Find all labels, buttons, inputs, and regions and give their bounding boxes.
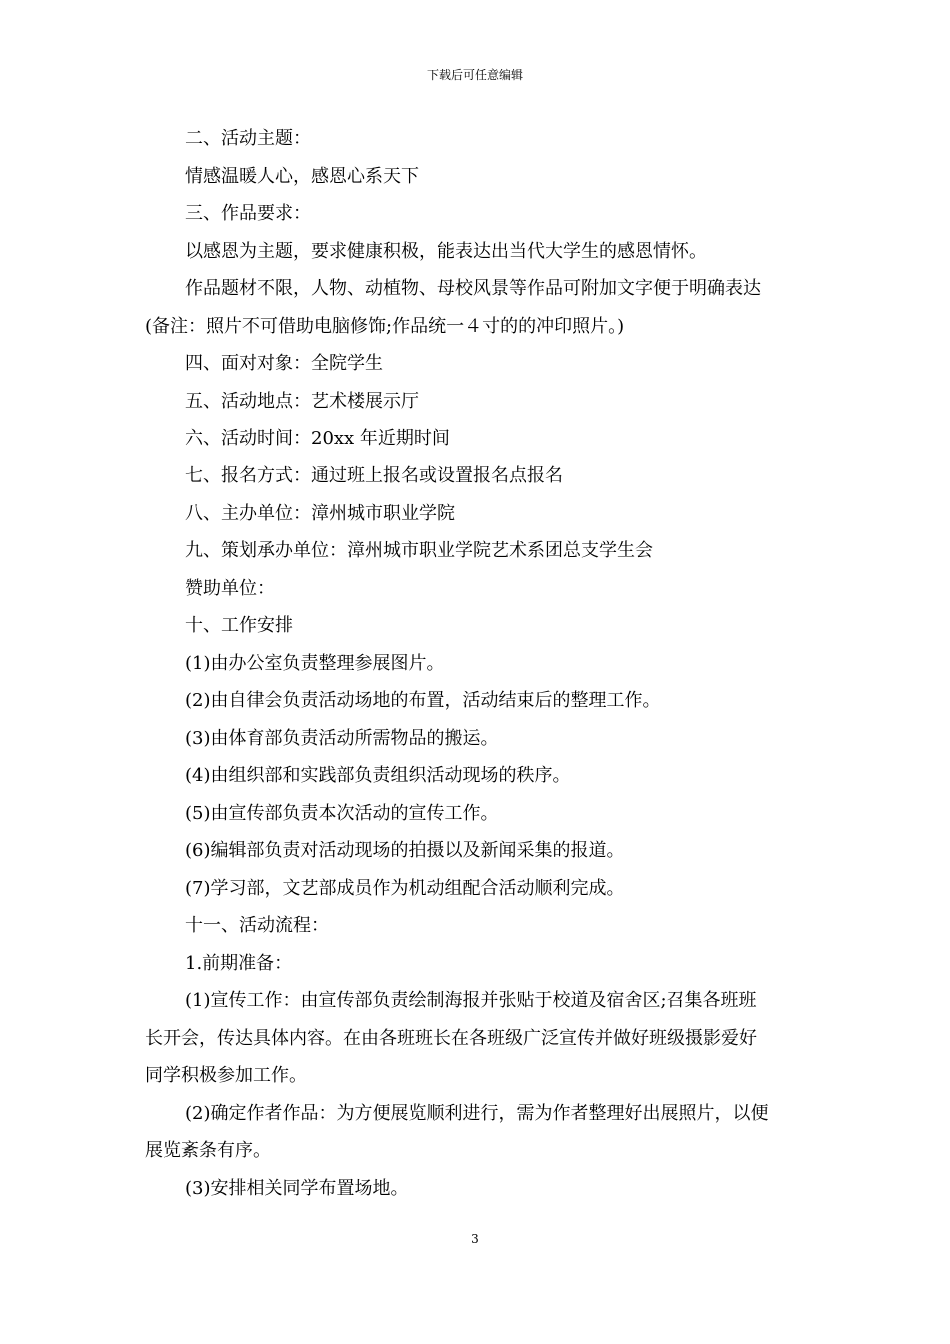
paragraph-line: 展览紊条有序。 — [145, 1140, 271, 1161]
section-heading-location: 五、活动地点：艺术楼展示厅 — [185, 391, 419, 412]
paragraph-line: 情感温暖人心，感恩心系天下 — [185, 166, 419, 187]
paragraph-line: (1)宣传工作：由宣传部负责绘制海报并张贴于校道及宿舍区;召集各班班 — [185, 990, 757, 1011]
section-heading-registration: 七、报名方式：通过班上报名或设置报名点报名 — [185, 465, 563, 486]
list-item: (4)由组织部和实践部负责组织活动现场的秩序。 — [185, 765, 571, 786]
section-heading-requirements: 三、作品要求： — [185, 203, 311, 224]
list-item: (5)由宣传部负责本次活动的宣传工作。 — [185, 803, 499, 824]
section-heading-organizer: 八、主办单位：漳州城市职业学院 — [185, 503, 455, 524]
section-heading-process: 十一、活动流程： — [185, 915, 329, 936]
paragraph-line: (2)确定作者作品：为方便展览顺利进行，需为作者整理好出展照片，以便 — [185, 1103, 769, 1124]
section-heading-arrangement: 十、工作安排 — [185, 615, 293, 636]
section-heading-time: 六、活动时间：20xx 年近期时间 — [185, 428, 450, 449]
paragraph-line: (3)安排相关同学布置场地。 — [185, 1178, 409, 1199]
paragraph-line: 以感恩为主题，要求健康积极，能表达出当代大学生的感恩情怀。 — [185, 241, 707, 262]
list-item: (1)由办公室负责整理参展图片。 — [185, 653, 445, 674]
list-item: (7)学习部，文艺部成员作为机动组配合活动顺利完成。 — [185, 878, 625, 899]
paragraph-line: (备注：照片不可借助电脑修饰;作品统一４寸的的冲印照片。) — [145, 316, 625, 337]
subsection-heading: 1.前期准备： — [185, 953, 293, 974]
page-number: 3 — [471, 1232, 479, 1246]
section-heading-theme: 二、活动主题： — [185, 128, 311, 149]
paragraph-line: 长开会，传达具体内容。在由各班班长在各班级广泛宣传并做好班级摄影爱好 — [145, 1028, 757, 1049]
paragraph-line: 作品题材不限，人物、动植物、母校风景等作品可附加文字便于明确表达 — [185, 278, 761, 299]
section-heading-host: 九、策划承办单位：漳州城市职业学院艺术系团总支学生会 — [185, 540, 653, 561]
section-heading-audience: 四、面对对象：全院学生 — [185, 353, 383, 374]
paragraph-line: 同学积极参加工作。 — [145, 1065, 307, 1086]
list-item: (3)由体育部负责活动所需物品的搬运。 — [185, 728, 499, 749]
list-item: (6)编辑部负责对活动现场的拍摄以及新闻采集的报道。 — [185, 840, 625, 861]
list-item: (2)由自律会负责活动场地的布置，活动结束后的整理工作。 — [185, 690, 661, 711]
page-header: 下载后可任意编辑 — [426, 68, 523, 82]
paragraph-line: 赞助单位： — [185, 578, 275, 599]
